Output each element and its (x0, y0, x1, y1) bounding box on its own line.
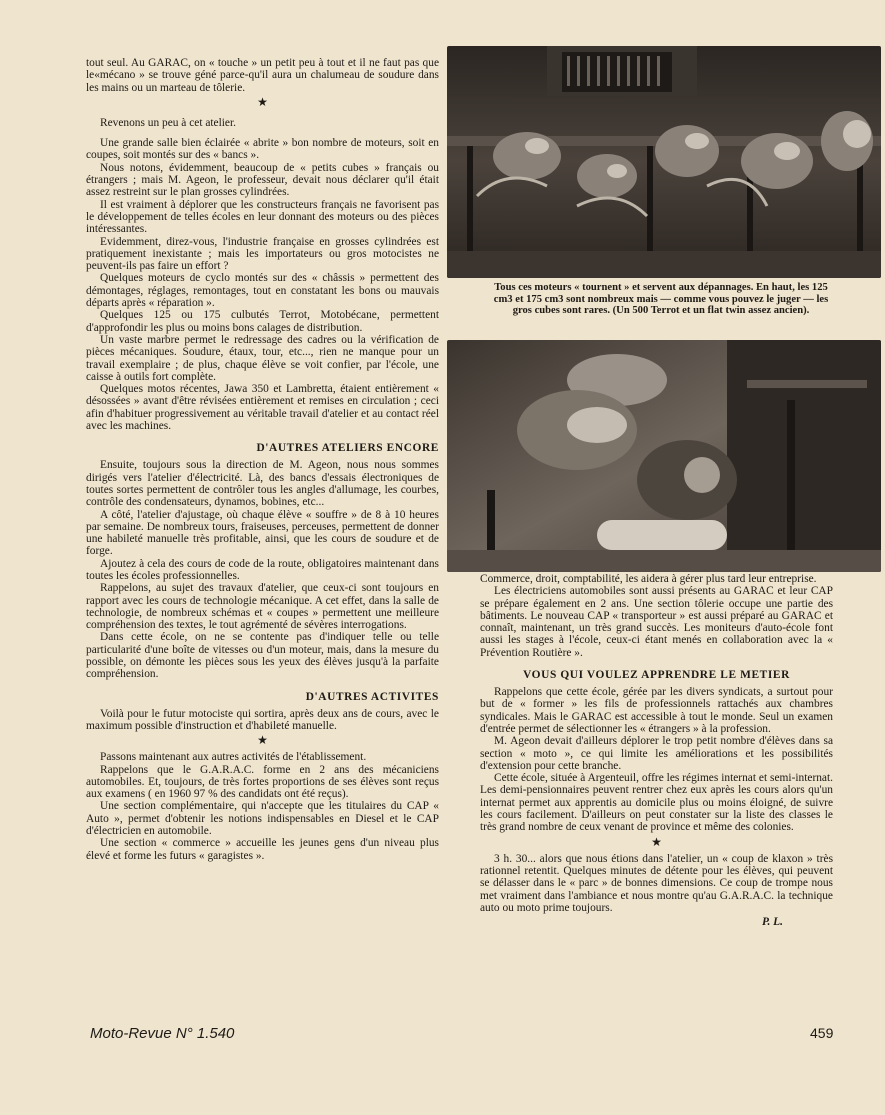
engine-benches-image (447, 46, 881, 278)
left-paras-c (86, 459, 439, 680)
paragraph: Rappelons, au sujet des travaux d'atelier, que ceux-ci sont toujours en rapport avec les cours de technologie mécanique. A cet effet, dans la salle de technologie, de nombreux schémas et « coupes » permettent une meilleure compréhension des textes, le tout agrémenté de sévères interrogations. (86, 582, 439, 632)
paragraph: Une grande salle bien éclairée « abrite » bon nombre de moteurs, soit en coupes, soit montés sur des « bancs ». (86, 137, 439, 162)
right-paras-a (480, 573, 833, 659)
section-heading: D'AUTRES ATELIERS ENCORE (256, 442, 439, 455)
paragraph: 3 h. 30... alors que nous étions dans l'atelier, un « coup de klaxon » très rationnel retentit. Quelques minutes de détente pour les élèves, qui peuvent se délasser dans le « parc » de bonnes dimensions. Ce coup de trompe nous met vraiment dans l'ambiance et nous montre qu'au G.A.R.A.C. la technique auto ou moto prime toujours. (480, 852, 833, 914)
paragraph: Rappelons que cette école, gérée par les divers syndicats, a surtout pour but de « former » les fils de professionnels rattachés aux chambres syndicales. Mais le GARAC est accessible à tout le monde. Seul un examen d'entrée permet de sélectionner les « étrangers » à la profession. (480, 686, 833, 735)
paragraph: Les électriciens automobiles sont aussi présents au GARAC et leur CAP se prépare également en 2 ans. Une section tôlerie occupe une partie des bâtiments. Le nouveau CAP « transporteur » est aussi préparé au GARAC et connaît, maintenant, un très grand succès. Les moniteurs d'auto-école font aussi les stages à l'école, ceux-ci étant menés en collaboration avec la « Prévention Routière ». (480, 585, 833, 659)
paragraph: Une section complémentaire, qui n'accepte que les titulaires du CAP « Auto », permet d'obtenir les notions indispensables en Diesel et le CAP d'électricien en automobile. (86, 800, 439, 838)
magazine-issue: Moto-Revue N° 1.540 (90, 1025, 235, 1042)
paragraph: Voilà pour le futur motociste qui sortira, après deux ans de cours, avec le maximum possible d'instruction et d'habileté manuelle. (86, 707, 439, 732)
paragraph: tout seul. Au GARAC, on « touche » un petit peu à tout et il ne faut pas que le«mécano » se trouve géné parce-qu'il aura un chalumeau de soudure dans les mains ou un marteau de tôlerie. (86, 57, 439, 94)
page-number: 459 (810, 1025, 834, 1041)
paragraph: Il est vraiment à déplorer que les constructeurs français ne favorisent pas le développement de telles écoles en leur donnant des moteurs ou des pièces intéressantes. (86, 198, 439, 236)
paragraph: A côté, l'atelier d'ajustage, où chaque élève « souffre » de 8 à 10 heures par semaine. De nombreux tours, fraiseuses, perceuses, permettent de donner une habileté manuelle très profitable, ainsi, que les cours de soudure et de forge. (86, 508, 439, 558)
left-column (86, 57, 439, 862)
section-heading: VOUS QUI VOULEZ APPRENDRE LE METIER (523, 669, 790, 682)
paragraph: Commerce, droit, comptabilité, les aidera à gérer plus tard leur entreprise. (480, 573, 817, 585)
author-signature: P. L. (762, 916, 783, 929)
paragraph: Evidemment, direz-vous, l'industrie française en grosses cylindrées est pratiquement inexistante ; mais les importateurs ou gros motocistes ne peuvent-ils pas faire un effort ? (86, 235, 439, 273)
right-paras-c (480, 853, 833, 914)
paragraph: Passons maintenant aux autres activités de l'établissement. (100, 751, 367, 764)
left-paras-a (86, 57, 439, 94)
paragraph: Rappelons que le G.A.R.A.C. forme en 2 ans des mécaniciens automobiles. Et, toujours, de très fortes proportions de ses élèves sont reçus aux examens ( en 1960 97 % des candidats ont été reçus). (86, 763, 439, 801)
photo-caption: Tous ces moteurs « tournent » et servent aux dépannages. En haut, les 125 cm3 et 175 cm3 sont nombreux mais — comme vous pouvez le juger — les gros cubes sont rares. (Un 500 Terrot et un flat twin assez ancien). (493, 282, 829, 317)
left-paras-d (86, 708, 439, 733)
star-divider: ★ (651, 834, 662, 849)
right-column (480, 573, 833, 928)
left-paras-e (86, 751, 439, 862)
paragraph: Ajoutez à cela des cours de code de la route, obligatoires maintenant dans toutes les écoles professionnelles. (86, 557, 439, 582)
right-paras-b (480, 686, 833, 834)
paragraph: Nous notons, évidemment, beaucoup de « petits cubes » français ou étrangers ; mais M. Ageon, le professeur, devait nous déclarer qu'il était assez restreint sur le plan grosses cylindrées. (86, 161, 439, 199)
star-divider: ★ (257, 733, 268, 748)
photo-engine-stands (447, 340, 881, 572)
photo-engine-benches (447, 46, 881, 278)
paragraph: Quelques 125 ou 175 culbutés Terrot, Motobécane, permettent d'approfondir les plus ou moins bons calages de distribution. (86, 309, 439, 334)
star-divider: ★ (257, 94, 268, 109)
paragraph: Un vaste marbre permet le redressage des cadres ou la vérification de pièces mécaniques. Soudure, étaux, tour, etc..., rien ne manque pour un travail exemplaire ; de plus, chaque élève se voit confier, par l'école, une caisse à outils fort complète. (86, 333, 439, 383)
paragraph: Quelques moteurs de cyclo montés sur des « châssis » permettent des démontages, réglages, remontages, tout en constatant les bons ou mauvais départs après « réparation ». (86, 272, 439, 310)
engine-stands-image (447, 340, 881, 572)
paragraph: Cette école, située à Argenteuil, offre les régimes internat et semi-internat. Les demi-pensionnaires peuvent rentrer chez eux après les cours alors qu'un internat permet aux apprentis au domicile plus ou moins éloigné, de suivre les cours facilement. D'ailleurs on peut constater sur la liste des classes le très grand nombre de ceux venant de province et même des colonies. (480, 772, 833, 834)
paragraph: M. Ageon devait d'ailleurs déplorer le trop petit nombre d'élèves dans sa section « moto », ce qui limite les améliorations et les possibilités d'extension pour cette branche. (480, 735, 833, 772)
paragraph: Dans cette école, on ne se contente pas d'indiquer telle ou telle particularité d'une boîte de vitesses ou d'un moteur, mais, dans la mesure du possible, on démonte les pièces sous les yeux des élèves jusqu'à la parfaite compréhension. (86, 631, 439, 681)
paragraph: Ensuite, toujours sous la direction de M. Ageon, nous nous sommes dirigés vers l'atelier d'électricité. Là, des bancs d'essais électroniques de toutes sortes permettent de contrôler tous les angles d'allumage, les courbes, contrôle des condensateurs, dynamos, bobines, etc... (86, 459, 439, 509)
paragraph: Quelques motos récentes, Jawa 350 et Lambretta, étaient entièrement « désossées » avant d'être révisées entièrement et remises en circulation ; ceci afin d'habituer progressivement au véritable travail d'atelier et au contact réel avec les machines. (86, 383, 439, 433)
paragraph: Revenons un peu à cet atelier. (100, 116, 237, 129)
paragraph: Une section « commerce » accueille les jeunes gens d'un niveau plus élevé et forme les futurs « garagistes ». (86, 837, 439, 862)
section-heading: D'AUTRES ACTIVITES (305, 690, 439, 703)
left-paras-b (86, 117, 439, 432)
